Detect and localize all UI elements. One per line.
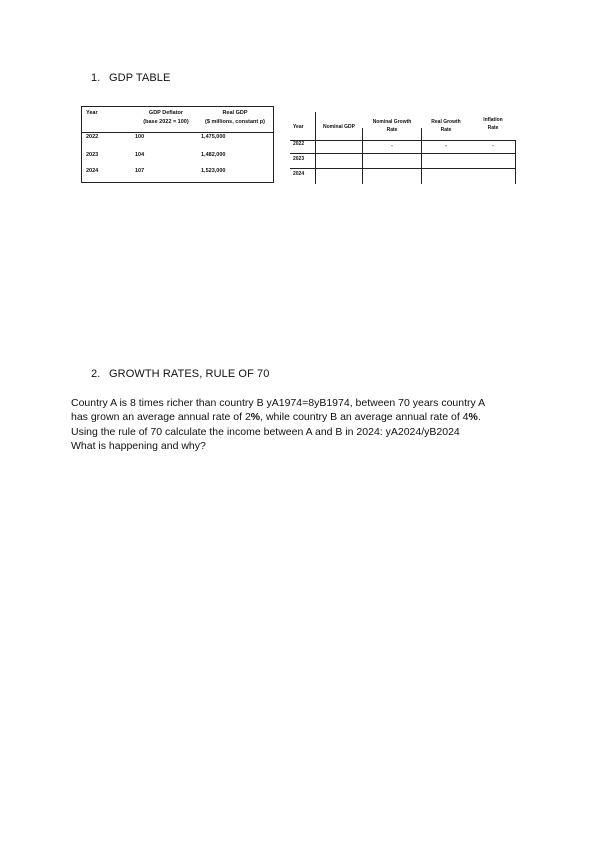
column-divider bbox=[362, 128, 363, 184]
gdp-table-header bbox=[82, 107, 273, 133]
paragraph-line-2-text: . bbox=[477, 411, 481, 424]
header-inflation-line1: Inflation bbox=[483, 117, 503, 123]
row-deflator: 100 bbox=[135, 134, 145, 140]
growth-table bbox=[290, 112, 516, 184]
section-1-title: GDP TABLE bbox=[109, 72, 171, 84]
paragraph-line-2 bbox=[71, 410, 541, 424]
paragraph-line-2-text: , while country B an average annual rate of 4 bbox=[260, 411, 469, 424]
paragraph-line-3: Using the rule of 70 calculate the income between A and B in 2024: yA2024/yB2024 bbox=[71, 425, 460, 438]
row-year: 2023 bbox=[86, 152, 99, 158]
row-deflator: 104 bbox=[135, 152, 145, 158]
section-1-heading bbox=[91, 72, 170, 84]
paragraph-line-4: What is happening and why? bbox=[71, 440, 206, 453]
header-nominal-gdp: Nominal GDP bbox=[323, 124, 355, 130]
row-real-growth: - bbox=[445, 143, 447, 149]
header-real-gdp-line1: Real GDP bbox=[222, 110, 248, 116]
row-year: 2022 bbox=[86, 134, 99, 140]
percent-sign: % bbox=[250, 411, 261, 424]
header-nominal-growth-line1: Nominal Growth bbox=[372, 119, 412, 125]
row-year: 2022 bbox=[293, 141, 305, 147]
header-year: Year bbox=[86, 110, 98, 116]
row-real-gdp: 1,475,000 bbox=[201, 134, 226, 140]
header-real-growth-line1: Real Growth bbox=[431, 119, 461, 125]
header-year: Year bbox=[293, 124, 304, 130]
row-deflator: 107 bbox=[135, 168, 145, 174]
gdp-table bbox=[81, 106, 274, 183]
header-real-gdp-line2: ($ millions, constant p) bbox=[205, 119, 265, 125]
column-divider bbox=[315, 112, 316, 184]
row-year: 2024 bbox=[86, 168, 99, 174]
header-real-growth-line2: Rate bbox=[440, 127, 452, 133]
header-gdp-deflator-line2: (base 2022 = 100) bbox=[143, 119, 189, 125]
header-nominal-growth-line2: Rate bbox=[386, 127, 398, 133]
question-paragraph bbox=[71, 396, 541, 454]
header-nominal-growth-rate bbox=[364, 119, 420, 134]
row-real-gdp: 1,523,000 bbox=[201, 168, 226, 174]
row-divider bbox=[290, 168, 516, 169]
header-inflation-line2: Rate bbox=[487, 125, 499, 131]
column-divider bbox=[421, 128, 422, 184]
paragraph-line-1: Country A is 8 times richer than country B yA1974=8yB1974, between 70 years country A bbox=[71, 397, 486, 409]
row-inflation: - bbox=[492, 143, 494, 149]
section-2-title: GROWTH RATES, RULE OF 70 bbox=[109, 368, 270, 380]
column-divider bbox=[515, 140, 516, 184]
section-1-number: 1. bbox=[91, 72, 101, 84]
percent-sign: % bbox=[468, 411, 478, 424]
row-nominal-growth: - bbox=[391, 143, 393, 149]
header-real-gdp bbox=[199, 110, 271, 126]
row-real-gdp: 1,482,000 bbox=[201, 152, 226, 158]
header-gdp-deflator bbox=[136, 110, 196, 126]
paragraph-line-2-text: has grown an average annual rate of 2 bbox=[71, 411, 251, 424]
header-real-growth-rate bbox=[423, 119, 469, 134]
row-year: 2023 bbox=[293, 156, 305, 162]
header-inflation-rate bbox=[475, 117, 511, 132]
row-divider bbox=[290, 153, 516, 154]
section-2-number: 2. bbox=[91, 368, 101, 380]
section-2-heading bbox=[91, 368, 270, 380]
row-year: 2024 bbox=[293, 171, 305, 177]
row-divider bbox=[290, 140, 516, 141]
header-gdp-deflator-line1: GDP Deflator bbox=[148, 110, 184, 116]
